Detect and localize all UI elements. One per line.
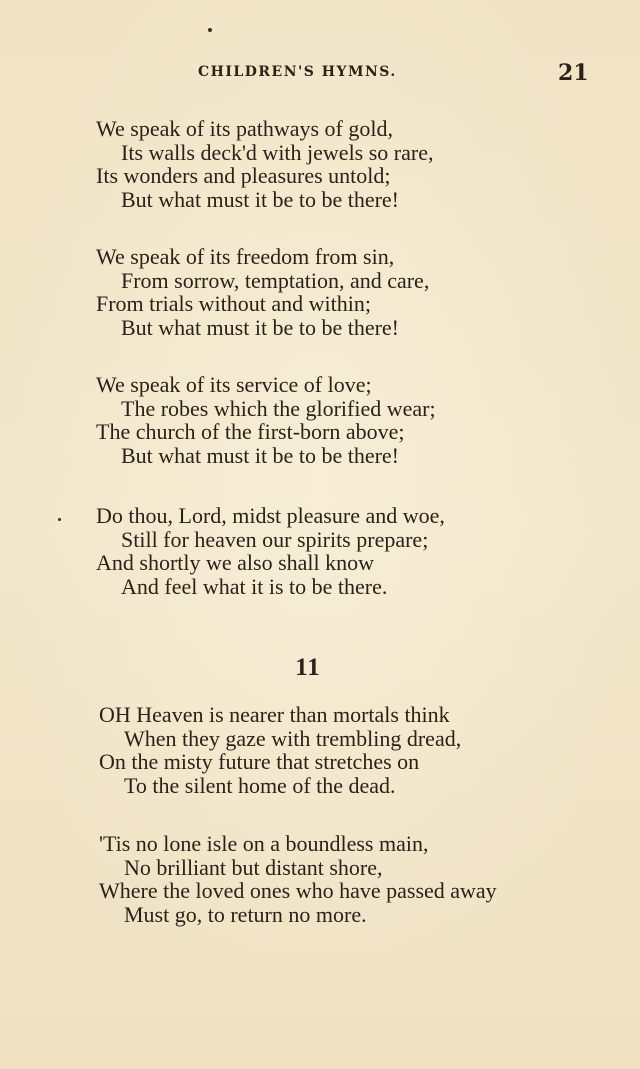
verse-line: On the misty future that stretches on	[99, 749, 420, 774]
verse-line: We speak of its pathways of gold,	[96, 116, 393, 141]
verse-line: To the silent home of the dead.	[124, 772, 396, 798]
stanza	[99, 832, 619, 926]
verse-line: Must go, to return no more.	[124, 901, 367, 927]
stanza	[96, 504, 616, 598]
verse-line: We speak of its freedom from sin,	[96, 244, 395, 269]
ink-speck	[58, 518, 61, 521]
verse-line: 'Tis no lone isle on a boundless main,	[99, 831, 429, 856]
verse-line: We speak of its service of love;	[96, 372, 372, 397]
verse-line: When they gaze with trembling dread,	[124, 725, 462, 751]
verse-line: Still for heaven our spirits prepare;	[121, 526, 429, 552]
verse-line: Its walls deck'd with jewels so rare,	[121, 139, 434, 165]
page-number: 21	[558, 60, 589, 86]
stanza	[96, 245, 616, 339]
verse-line: No brilliant but distant shore,	[124, 854, 383, 880]
verse-line: Do thou, Lord, midst pleasure and woe,	[96, 503, 445, 528]
verse-line: The robes which the glorified wear;	[121, 395, 436, 421]
stanza	[96, 373, 616, 467]
stanza	[96, 117, 616, 211]
verse-line: OH Heaven is nearer than mortals think	[99, 702, 450, 727]
verse-line: The church of the first-born above;	[96, 419, 405, 444]
verse-line: But what must it be to be there!	[121, 186, 399, 212]
stanza	[99, 703, 619, 797]
running-head: CHILDREN'S HYMNS.	[198, 64, 397, 80]
hymn-number: 11	[295, 654, 321, 681]
verse-line: And shortly we also shall know	[96, 550, 375, 575]
verse-line: Its wonders and pleasures untold;	[96, 163, 391, 188]
verse-line: And feel what it is to be there.	[121, 573, 388, 599]
verse-line: Where the loved ones who have passed away	[99, 878, 497, 903]
verse-line: From sorrow, temptation, and care,	[121, 267, 430, 293]
verse-line: But what must it be to be there!	[121, 442, 399, 468]
verse-line: But what must it be to be there!	[121, 314, 399, 340]
verse-line: From trials without and within;	[96, 291, 371, 316]
ink-speck	[208, 28, 212, 32]
